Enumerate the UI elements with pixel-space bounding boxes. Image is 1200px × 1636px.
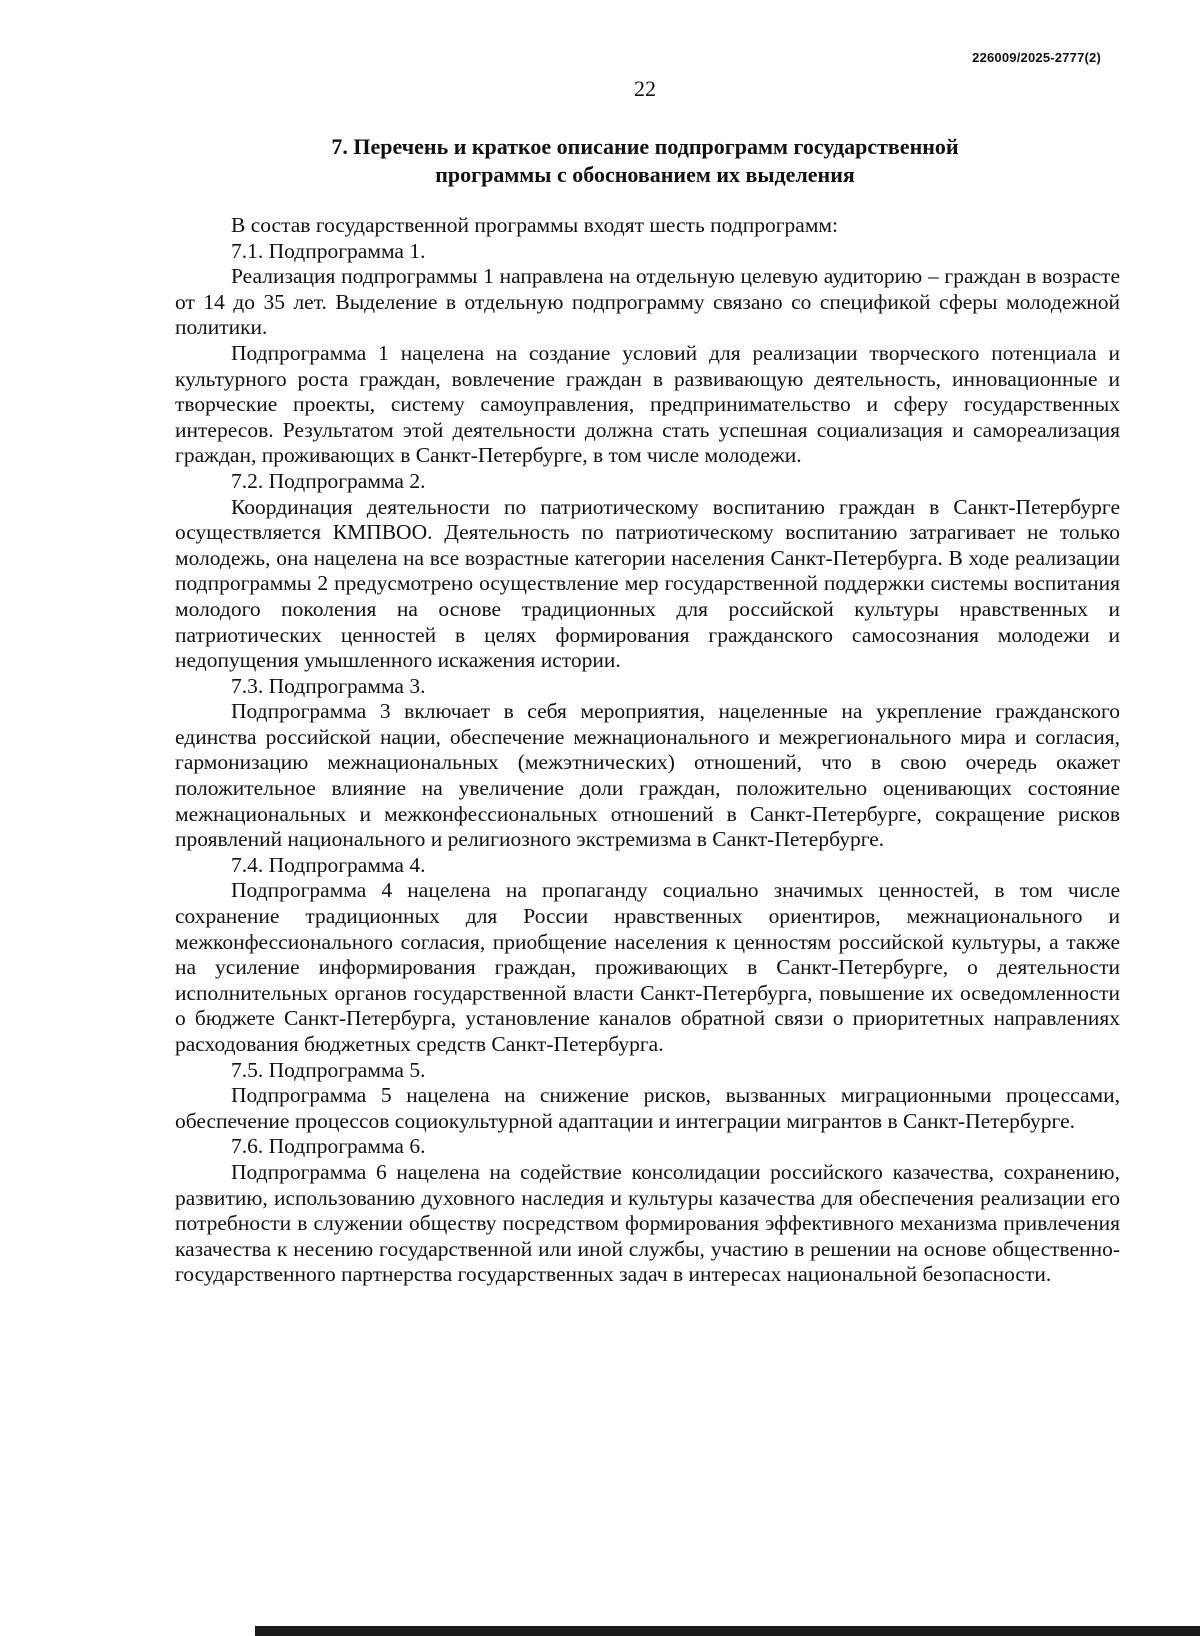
subprogram-1-heading: 7.1. Подпрограмма 1. bbox=[231, 238, 426, 263]
document-id: 226009/2025-2777(2) bbox=[972, 50, 1101, 65]
scan-edge-line bbox=[255, 1626, 1200, 1636]
subprogram-3-heading: 7.3. Подпрограмма 3. bbox=[231, 673, 426, 698]
subprogram-4-heading: 7.4. Подпрограмма 4. bbox=[231, 852, 426, 877]
section-title-line-2: программы с обоснованием их выделения bbox=[435, 162, 855, 187]
subprogram-1-paragraph-1: Реализация подпрограммы 1 направлена на отдельную целевую аудиторию – граждан в возрасте от 14 до 35 лет. Выделение в отдельную подпрограмму связано со спецификой сферы молодежной политики. bbox=[175, 264, 1120, 340]
intro-paragraph: В состав государственной программы входят шесть подпрограмм: bbox=[231, 213, 839, 237]
subprogram-5-heading: 7.5. Подпрограмма 5. bbox=[231, 1057, 426, 1082]
document-body bbox=[175, 213, 1120, 1288]
subprogram-6-paragraph: Подпрограмма 6 нацелена на содействие консолидации российского казачества, сохранению, развитию, использованию духовного наследия и культуры казачества для обеспечения реализации его потребности в служении обществу посредством формирования эффективного механизма привлечения казачества к несению государственной или иной службы, участию в решении на основе общественно-государственного партнерства государственных задач в интересах национальной безопасности. bbox=[175, 1159, 1120, 1287]
subprogram-5-paragraph: Подпрограмма 5 нацелена на снижение рисков, вызванных миграционными процессами, обеспечение процессов социокультурной адаптации и интеграции мигрантов в Санкт-Петербурге. bbox=[175, 1083, 1120, 1133]
subprogram-4-paragraph: Подпрограмма 4 нацелена на пропаганду социально значимых ценностей, в том числе сохранение традиционных для России нравственных ориентиров, межнационального и межконфессионального согласия, приобщение населения к ценностям российской культуры, а также на усиление информирования граждан, проживающих в Санкт-Петербурге, о деятельности исполнительных органов государственной власти Санкт-Петербурга, повышение их осведомленности о бюджете Санкт-Петербурга, установление каналов обратной связи о приоритетных направлениях расходования бюджетных средств Санкт-Петербурга. bbox=[175, 878, 1120, 1056]
subprogram-6-heading: 7.6. Подпрограмма 6. bbox=[231, 1134, 426, 1159]
section-title bbox=[150, 133, 1140, 189]
section-title-line-1: 7. Перечень и краткое описание подпрограмм государственной bbox=[331, 134, 959, 159]
page-number: 22 bbox=[634, 76, 656, 101]
subprogram-3-paragraph: Подпрограмма 3 включает в себя мероприятия, нацеленные на укрепление гражданского единства российской нации, обеспечение межнационального и межрегионального мира и согласия, гармонизацию межнациональных (межэтнических) отношений, что в свою очередь окажет положительное влияние на увеличение доли граждан, положительно оценивающих состояние межнациональных и межконфессиональных отношений в Санкт-Петербурге, сокращение рисков проявлений национального и религиозного экстремизма в Санкт-Петербурге. bbox=[175, 699, 1120, 852]
subprogram-2-heading: 7.2. Подпрограмма 2. bbox=[231, 468, 426, 493]
subprogram-2-paragraph: Координация деятельности по патриотическому воспитанию граждан в Санкт-Петербурге осуществляется КМПВОО. Деятельность по патриотическому воспитанию затрагивает не только молодежь, она нацелена на все возрастные категории населения Санкт-Петербурга. В ходе реализации подпрограммы 2 предусмотрено осуществление мер государственной поддержки системы воспитания молодого поколения на основе традиционных для российской культуры нравственных и патриотических ценностей в целях формирования гражданского самосознания молодежи и недопущения умышленного искажения истории. bbox=[175, 494, 1120, 673]
subprogram-1-paragraph-2: Подпрограмма 1 нацелена на создание условий для реализации творческого потенциала и культурного роста граждан, вовлечение граждан в развивающую деятельность, инновационные и творческие проекты, систему самоуправления, предпринимательство и сферу государственных интересов. Результатом этой деятельности должна стать успешная социализация и самореализация граждан, проживающих в Санкт-Петербурге, в том числе молодежи. bbox=[175, 340, 1120, 468]
